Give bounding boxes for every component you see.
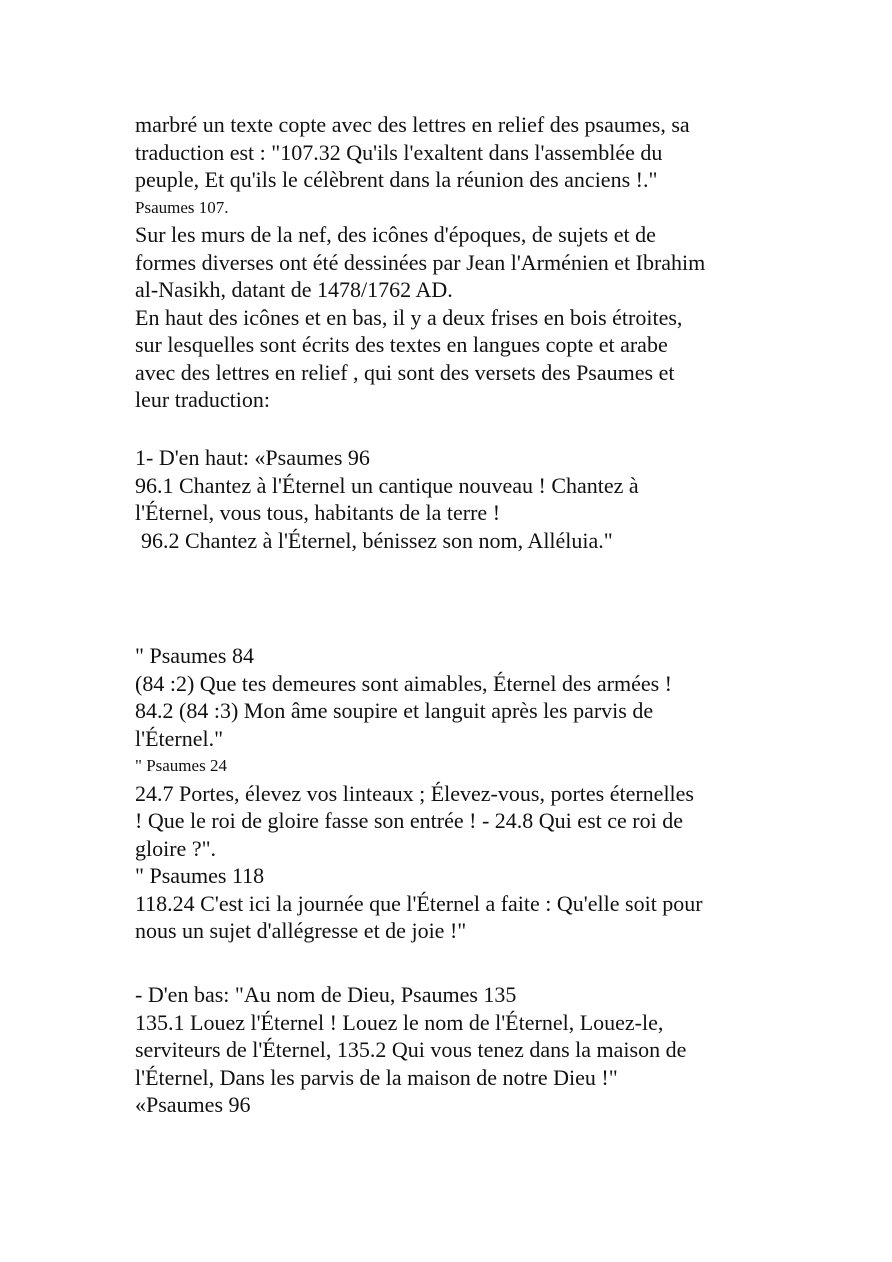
text-line: formes diverses ont été dessinées par Jean l'Arménien et Ibrahim [135, 249, 706, 275]
section-heading: - D'en bas: "Au nom de Dieu, Psaumes 135 [135, 982, 517, 1007]
psalm-heading: " Psaumes 84 [135, 643, 254, 668]
text-line: al-Nasikh, datant de 1478/1762 AD. [135, 277, 453, 302]
psalm-heading: " Psaumes 118 [135, 863, 265, 888]
text-line: leur traduction: [135, 387, 271, 412]
psalm-reference: Psaumes 107. [135, 197, 229, 217]
text-line: avec des lettres en relief , qui sont des versets des Psaumes et [135, 359, 675, 385]
text-line: sur lesquelles sont écrits des textes en langues copte et arabe [135, 332, 668, 357]
verse-line: (84 :2) Que tes demeures sont aimables, Éternel des armées ! [135, 670, 672, 696]
verse-line: serviteurs de l'Éternel, 135.2 Qui vous tenez dans la maison de [135, 1037, 687, 1062]
verse-line: 96.1 Chantez à l'Éternel un cantique nouveau ! Chantez à [135, 472, 639, 498]
text-line: peuple, Et qu'ils le célèbrent dans la réunion des anciens !." [135, 167, 658, 192]
text-line: Sur les murs de la nef, des icônes d'époques, de sujets et de [135, 222, 656, 247]
verse-line: 96.2 Chantez à l'Éternel, bénissez son nom, Alléluia." [141, 527, 613, 553]
verse-line: l'Éternel, vous tous, habitants de la terre ! [135, 500, 501, 525]
verse-line: nous un sujet d'allégresse et de joie !" [135, 918, 467, 943]
section-psalms [135, 642, 775, 945]
paragraph-intro [135, 111, 775, 414]
section-heading: 1- D'en haut: «Psaumes 96 [135, 445, 370, 470]
verse-line: 135.1 Louez l'Éternel ! Louez le nom de l'Éternel, Louez-le, [135, 1009, 664, 1035]
text-line: En haut des icônes et en bas, il y a deux frises en bois étroites, [135, 304, 683, 330]
text-line: marbré un texte copte avec des lettres en relief des psaumes, sa [135, 112, 690, 137]
section-bottom-frieze [135, 981, 775, 1119]
verse-line: l'Éternel, Dans les parvis de la maison de notre Dieu !" [135, 1064, 618, 1090]
verse-line: 118.24 C'est ici la journée que l'Éternel a faite : Qu'elle soit pour [135, 890, 703, 916]
section-top-frieze [135, 444, 775, 554]
text-line: traduction est : "107.32 Qu'ils l'exaltent dans l'assemblée du [135, 139, 663, 165]
verse-line: 24.7 Portes, élevez vos linteaux ; Élevez-vous, portes éternelles [135, 780, 694, 806]
verse-line: gloire ?". [135, 835, 217, 861]
verse-line: ! Que le roi de gloire fasse son entrée ! - 24.8 Qui est ce roi de [135, 808, 683, 833]
psalm-heading: «Psaumes 96 [135, 1092, 251, 1117]
verse-line: 84.2 (84 :3) Mon âme soupire et languit après les parvis de [135, 698, 654, 723]
verse-line: l'Éternel." [135, 725, 224, 751]
psalm-heading: " Psaumes 24 [135, 756, 227, 775]
